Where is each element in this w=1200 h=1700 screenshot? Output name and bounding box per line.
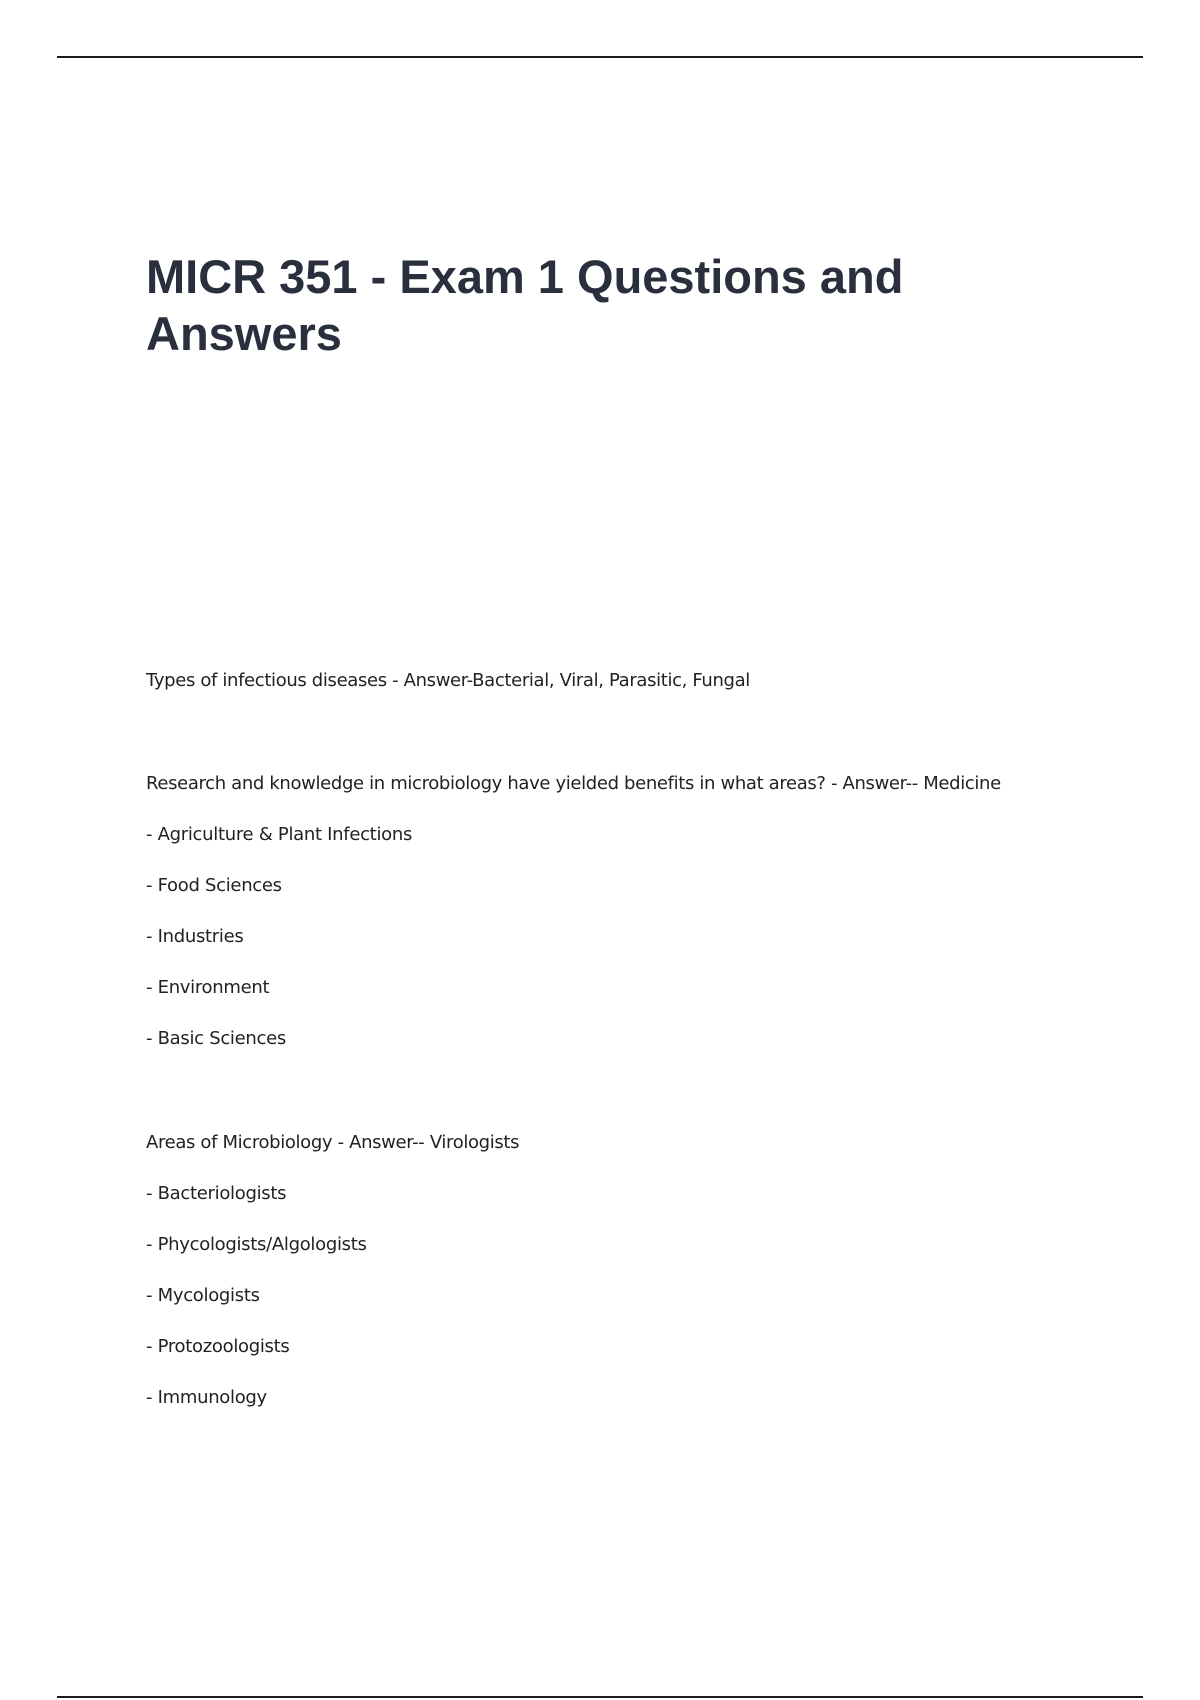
question-line: Research and knowledge in microbiology have yielded benefits in what areas? - Answer-- Medicine (146, 773, 1001, 794)
question-line: Types of infectious diseases - Answer-Bacterial, Viral, Parasitic, Fungal (146, 670, 750, 691)
document-title: MICR 351 - Exam 1 Questions and Answers (146, 250, 904, 360)
qa-block-infectious-diseases (146, 670, 750, 692)
list-item: - Immunology (146, 1387, 267, 1408)
list-item: - Protozoologists (146, 1336, 290, 1357)
top-rule (57, 56, 1143, 58)
qa-block-areas-of-microbiology (146, 1132, 519, 1409)
list-item: - Basic Sciences (146, 1028, 286, 1049)
list-item: - Phycologists/Algologists (146, 1234, 367, 1255)
list-item: - Food Sciences (146, 875, 282, 896)
list-item: - Agriculture & Plant Infections (146, 824, 413, 845)
list-item: - Industries (146, 926, 244, 947)
list-item: - Bacteriologists (146, 1183, 287, 1204)
list-item: - Environment (146, 977, 270, 998)
qa-block-microbiology-benefits (146, 773, 1001, 1050)
bottom-rule (57, 1696, 1143, 1698)
question-line: Areas of Microbiology - Answer-- Virologists (146, 1132, 520, 1153)
list-item: - Mycologists (146, 1285, 260, 1306)
